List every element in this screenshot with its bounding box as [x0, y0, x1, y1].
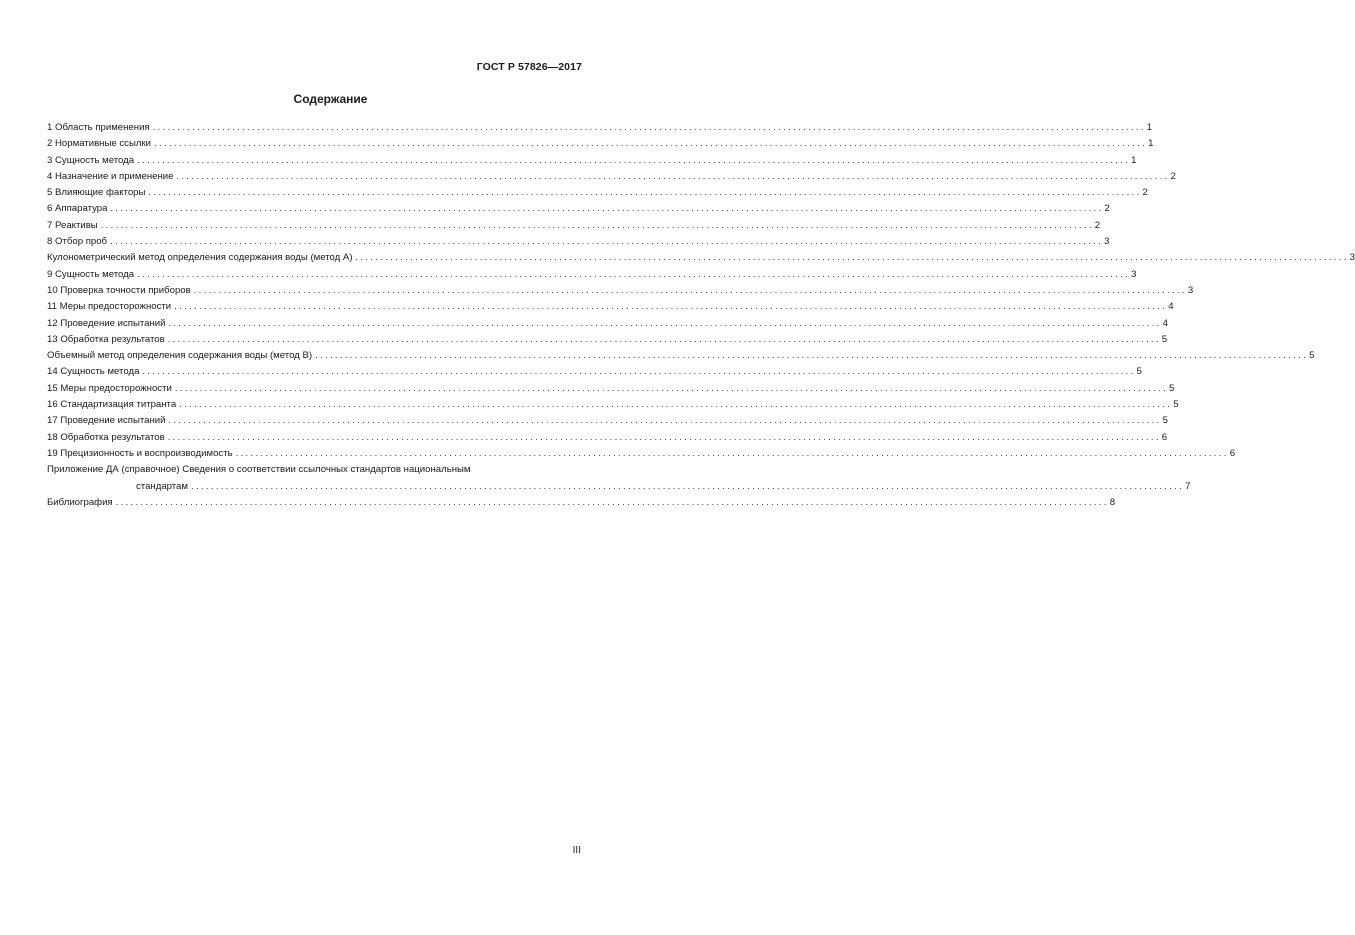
- toc-entry-text: 13 Обработка результатов: [47, 333, 165, 345]
- toc-entry-page: 1: [1131, 154, 1137, 166]
- toc-entry-text: 3 Сущность метода: [47, 154, 135, 166]
- toc-entry-page: 3: [1349, 252, 1355, 264]
- page-folio: III: [572, 845, 581, 856]
- toc-entry-page: 2: [1104, 203, 1110, 215]
- dot-leader: ........................................................................................................................................................................................................: [176, 170, 1170, 182]
- toc-entry[interactable]: [47, 299, 1174, 315]
- toc-entry-page: 7: [1185, 480, 1191, 492]
- toc-entry[interactable]: [47, 316, 1168, 332]
- dot-leader: ........................................................................................................................................................................................................: [148, 187, 1142, 199]
- toc-entry[interactable]: [47, 136, 1154, 152]
- toc-entry-text: 8 Отбор проб: [47, 236, 108, 248]
- toc-entry[interactable]: [47, 364, 1142, 380]
- toc-entry-page: 4: [1162, 317, 1168, 329]
- toc-entry-page: 5: [1173, 399, 1179, 411]
- toc-entry-page: 3: [1104, 236, 1110, 248]
- toc-entry-text: 4 Назначение и применение: [47, 170, 174, 182]
- toc-entry-page: 5: [1168, 382, 1175, 394]
- dot-leader: ........................................................................................................................................................................................................: [110, 236, 1104, 248]
- toc-entry-page: 4: [1168, 301, 1174, 313]
- toc-entry[interactable]: [47, 234, 1110, 250]
- toc-entry-text: 15 Меры предосторожности: [47, 382, 172, 394]
- toc-entry[interactable]: [47, 250, 1355, 266]
- dot-leader: ........................................................................................................................................................................................................: [154, 138, 1148, 150]
- toc-entry-page: 2: [1094, 219, 1101, 231]
- dot-leader: ........................................................................................................................................................................................................: [167, 431, 1161, 443]
- toc-entry-text: 9 Сущность метода: [47, 268, 135, 280]
- toc-entry-page: 1: [1146, 122, 1153, 133]
- dot-leader: ........................................................................................................................................................................................................: [235, 447, 1229, 459]
- toc-entry-text: 18 Обработка результатов: [47, 431, 165, 443]
- toc-entry[interactable]: [47, 153, 1137, 169]
- toc-entry[interactable]: [47, 201, 1110, 217]
- dot-leader: ........................................................................................................................................................................................................: [315, 350, 1309, 362]
- toc-entry-text: 14 Сущность метода: [47, 366, 140, 378]
- toc-entry-page: 5: [1161, 333, 1168, 345]
- dot-leader: ........................................................................................................................................................................................................: [168, 415, 1162, 427]
- toc-entry-page: 5: [1136, 366, 1142, 378]
- toc-entry-page: 2: [1142, 187, 1148, 199]
- table-of-contents: [47, 120, 1355, 511]
- dot-leader: ........................................................................................................................................................................................................: [167, 333, 1161, 345]
- toc-entry-page: 3: [1131, 268, 1137, 280]
- toc-entry-page: 2: [1170, 170, 1176, 182]
- toc-entry-page: 3: [1187, 284, 1194, 296]
- toc-title: Содержание: [293, 92, 368, 106]
- dot-leader: ........................................................................................................................................................................................................: [174, 301, 1168, 313]
- toc-entry-page: 6: [1161, 431, 1168, 443]
- toc-entry-bibliography[interactable]: [47, 495, 1116, 511]
- dot-leader: ........................................................................................................................................................................................................: [100, 219, 1094, 231]
- dot-leader: ........................................................................................................................................................................................................: [115, 496, 1109, 508]
- toc-entry-text: 12 Проведение испытаний: [47, 317, 166, 329]
- dot-leader: ........................................................................................................................................................................................................: [137, 268, 1131, 280]
- toc-entry-page: 5: [1309, 350, 1315, 362]
- toc-entry[interactable]: [47, 169, 1176, 185]
- dot-leader: ........................................................................................................................................................................................................: [191, 480, 1185, 492]
- toc-entry-text: 7 Реактивы: [47, 219, 98, 231]
- toc-entry[interactable]: [47, 185, 1148, 201]
- dot-leader: ........................................................................................................................................................................................................: [168, 317, 1162, 329]
- toc-entry[interactable]: [47, 120, 1153, 136]
- toc-entry[interactable]: [47, 397, 1179, 413]
- toc-entry-text: 5 Влияющие факторы: [47, 187, 146, 199]
- dot-leader: ........................................................................................................................................................................................................: [142, 366, 1136, 378]
- toc-entry-text: 11 Меры предосторожности: [47, 301, 172, 313]
- toc-entry-text: 16 Стандартизация титранта: [47, 399, 177, 411]
- toc-entry-text: Библиография: [47, 496, 113, 508]
- toc-entry-text: 1 Область применения: [47, 122, 150, 133]
- toc-entry[interactable]: [47, 332, 1168, 348]
- document-code: ГОСТ Р 57826—2017: [476, 61, 582, 73]
- toc-entry[interactable]: [47, 348, 1315, 364]
- toc-entry-page: 1: [1148, 138, 1154, 150]
- toc-entry-page: 6: [1229, 447, 1236, 459]
- dot-leader: ........................................................................................................................................................................................................: [137, 154, 1131, 166]
- dot-leader: ........................................................................................................................................................................................................: [152, 122, 1146, 133]
- toc-entry-text: Объемный метод определения содержания воды (метод В): [47, 350, 313, 362]
- toc-entry-appendix[interactable]: [47, 462, 1191, 495]
- toc-entry-text: Кулонометрический метод определения содержания воды (метод А): [47, 252, 353, 264]
- toc-entry[interactable]: [47, 218, 1101, 234]
- toc-entry[interactable]: [47, 381, 1175, 397]
- dot-leader: ........................................................................................................................................................................................................: [174, 382, 1168, 394]
- toc-entry-text: 19 Прецизионность и воспроизводимость: [47, 447, 233, 459]
- toc-entry-page: 5: [1162, 415, 1168, 427]
- dot-leader: ........................................................................................................................................................................................................: [193, 284, 1187, 296]
- toc-entry-text: стандартам: [136, 480, 188, 492]
- toc-entry[interactable]: [47, 283, 1194, 299]
- toc-entry-page: 8: [1109, 496, 1116, 508]
- dot-leader: ........................................................................................................................................................................................................: [355, 252, 1349, 264]
- toc-entry[interactable]: [47, 413, 1168, 429]
- toc-entry-text: 10 Проверка точности приборов: [47, 284, 191, 296]
- toc-entry[interactable]: [47, 446, 1236, 462]
- toc-entry[interactable]: [47, 267, 1137, 283]
- toc-entry[interactable]: [47, 430, 1168, 446]
- dot-leader: ........................................................................................................................................................................................................: [179, 399, 1173, 411]
- dot-leader: ........................................................................................................................................................................................................: [110, 203, 1104, 215]
- toc-entry-text: 17 Проведение испытаний: [47, 415, 166, 427]
- toc-entry-text: Приложение ДА (справочное) Сведения о соответствии ссылочных стандартов национальным: [47, 464, 471, 476]
- toc-entry-text: 6 Аппаратура: [47, 203, 108, 215]
- toc-entry-text: 2 Нормативные ссылки: [47, 138, 152, 150]
